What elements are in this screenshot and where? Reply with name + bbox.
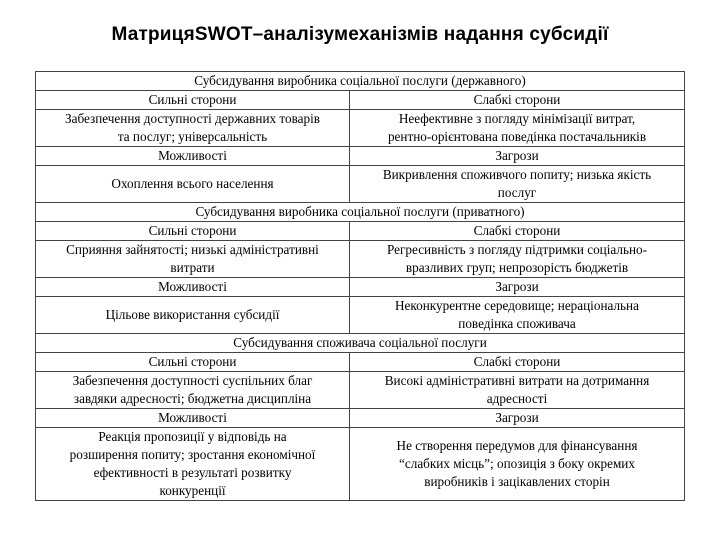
weaknesses-cell xyxy=(350,372,685,409)
text-line: послуг xyxy=(497,185,537,200)
section-header-row xyxy=(36,334,685,353)
section-header-row xyxy=(36,72,685,91)
label-row xyxy=(36,409,685,428)
strengths-label: Сильні сторони xyxy=(36,353,350,372)
section-header: Субсидування споживача соціальної послуги xyxy=(36,334,685,353)
threats-label: Загрози xyxy=(350,409,685,428)
text-line: Забезпечення доступності суспільних благ xyxy=(72,373,313,388)
strengths-label: Сильні сторони xyxy=(36,222,350,241)
text-line: Охоплення всього населення xyxy=(111,176,274,191)
weaknesses-label: Слабкі сторони xyxy=(350,91,685,110)
label-row xyxy=(36,91,685,110)
text-line: Неефективне з погляду мінімізації витрат, xyxy=(398,111,636,126)
text-line: адресності xyxy=(486,391,548,406)
strengths-cell xyxy=(36,241,350,278)
opportunities-label: Можливості xyxy=(36,147,350,166)
threats-label: Загрози xyxy=(350,147,685,166)
text-line: “слабких місць”; опозиція з боку окремих xyxy=(399,456,635,471)
text-line: ефективності в результаті розвитку xyxy=(93,465,292,480)
text-line: Високі адміністративні витрати на дотримання xyxy=(384,373,650,388)
strengths-cell xyxy=(36,110,350,147)
text-line: Неконкурентне середовище; нераціональна xyxy=(395,298,639,313)
text-line: витрати xyxy=(170,260,215,275)
label-row xyxy=(36,147,685,166)
section-header-row xyxy=(36,203,685,222)
label-row xyxy=(36,278,685,297)
content-row xyxy=(36,241,685,278)
label-row xyxy=(36,353,685,372)
content-row xyxy=(36,297,685,334)
opportunities-label: Можливості xyxy=(36,278,350,297)
section-header: Субсидування виробника соціальної послуги (державного) xyxy=(36,72,685,91)
section-header: Субсидування виробника соціальної послуги (приватного) xyxy=(36,203,685,222)
text-line: та послуг; універсальність xyxy=(117,129,268,144)
text-line: Цільове використання субсидії xyxy=(105,307,280,322)
weaknesses-label: Слабкі сторони xyxy=(350,222,685,241)
label-row xyxy=(36,222,685,241)
text-line: Регресивність з погляду підтримки соціально- xyxy=(387,242,648,257)
content-row xyxy=(36,166,685,203)
strengths-label: Сильні сторони xyxy=(36,91,350,110)
threats-cell xyxy=(350,428,685,501)
opportunities-label: Можливості xyxy=(36,409,350,428)
page-title: МатрицяSWOT–аналізумеханізмів надання субсидії xyxy=(111,24,609,45)
opportunities-cell xyxy=(36,297,350,334)
text-line: рентно-орієнтована поведінка постачальників xyxy=(387,129,647,144)
content-row xyxy=(36,372,685,409)
text-line: Не створення передумов для фінансування xyxy=(396,438,638,453)
threats-cell xyxy=(350,297,685,334)
text-line: Реакція пропозиції у відповідь на xyxy=(98,429,287,444)
content-row xyxy=(36,110,685,147)
text-line: Забезпечення доступності державних товарів xyxy=(65,111,320,126)
opportunities-cell xyxy=(36,428,350,501)
text-line: завдяки адресності; бюджетна дисципліна xyxy=(73,391,312,406)
threats-label: Загрози xyxy=(350,278,685,297)
threats-cell xyxy=(350,166,685,203)
text-line: Сприяння зайнятості; низькі адміністративні xyxy=(66,242,319,257)
text-line: Викривлення споживчого попиту; низька якість xyxy=(382,167,652,182)
text-line: виробників і зацікавлених сторін xyxy=(424,474,610,489)
text-line: розширення попиту; зростання економічної xyxy=(69,447,316,462)
weaknesses-label: Слабкі сторони xyxy=(350,353,685,372)
text-line: конкуренції xyxy=(159,483,226,498)
text-line: вразливих груп; непрозорість бюджетів xyxy=(405,260,629,275)
weaknesses-cell xyxy=(350,241,685,278)
strengths-cell xyxy=(36,372,350,409)
opportunities-cell xyxy=(36,166,350,203)
swot-matrix-table xyxy=(35,71,685,501)
content-row xyxy=(36,428,685,501)
weaknesses-cell xyxy=(350,110,685,147)
text-line: поведінка споживача xyxy=(458,316,576,331)
